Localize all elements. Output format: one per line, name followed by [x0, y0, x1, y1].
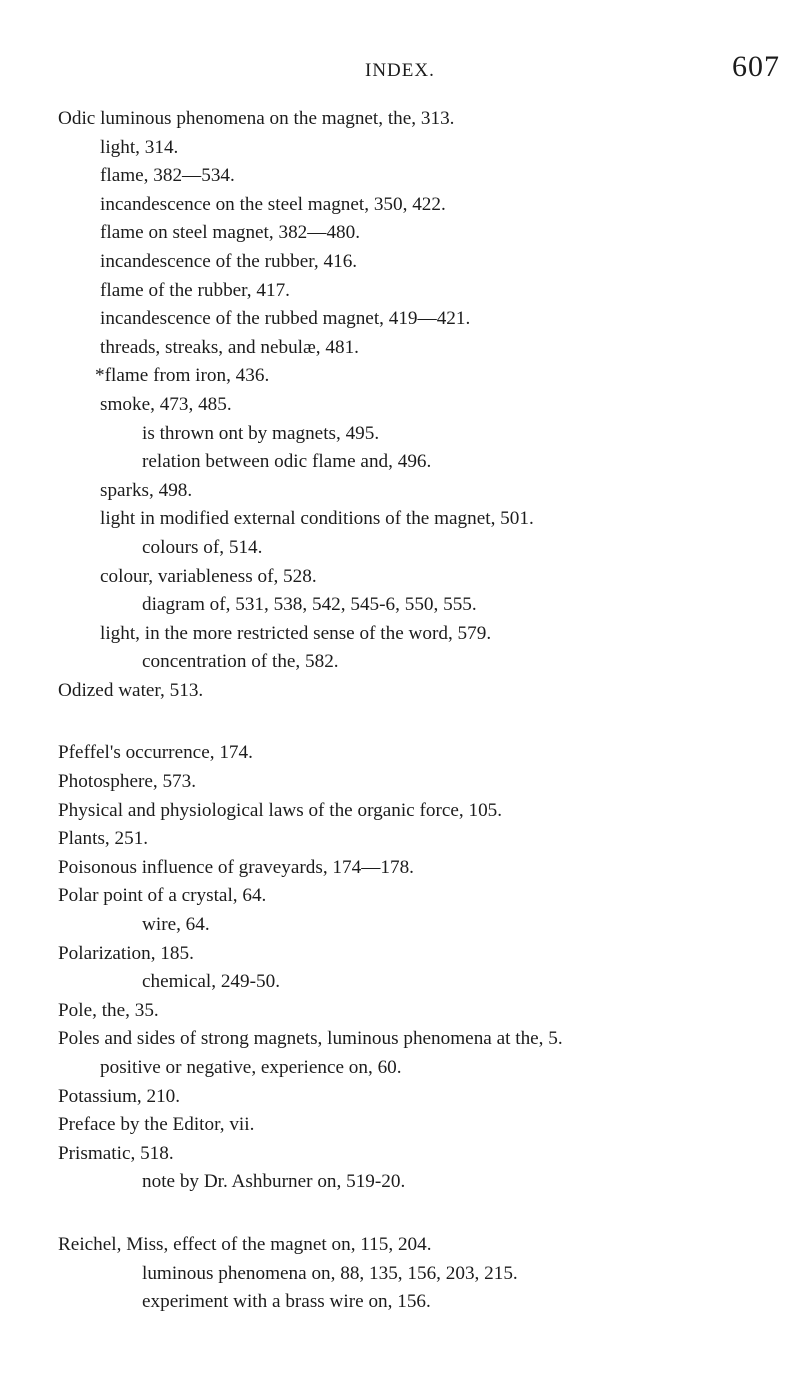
index-entry: Odic luminous phenomena on the magnet, the, 313.: [58, 108, 455, 129]
index-subsubentry: relation between odic flame and, 496.: [142, 451, 432, 473]
index-subsubentry: chemical, 249-50.: [142, 971, 280, 993]
index-subentry: incandescence on the steel magnet, 350, 422.: [100, 193, 446, 215]
index-subentry: *flame from iron, 436.: [95, 365, 270, 387]
index-subsubentry: note by Dr. Ashburner on, 519-20.: [142, 1171, 406, 1193]
index-entry: Prismatic, 518.: [58, 1142, 174, 1164]
index-subentry: light in modified external conditions of the magnet, 501.: [100, 508, 534, 530]
index-entry: Plants, 251.: [58, 828, 149, 850]
index-subentry: threads, streaks, and nebulæ, 481.: [100, 336, 359, 358]
index-subentry: flame on steel magnet, 382—480.: [100, 222, 361, 244]
index-entry: Potassium, 210.: [58, 1085, 181, 1107]
index-entry: Photosphere, 573.: [58, 771, 197, 793]
index-subentry: incandescence of the rubber, 416.: [100, 250, 358, 272]
index-subentry: flame of the rubber, 417.: [100, 279, 290, 301]
page-number: 607: [732, 50, 780, 83]
index-subsubentry: experiment with a brass wire on, 156.: [142, 1291, 431, 1313]
index-subsubentry: is thrown ont by magnets, 495.: [142, 422, 380, 444]
index-subentry: positive or negative, experience on, 60.: [100, 1057, 402, 1078]
index-subentry: sparks, 498.: [100, 479, 193, 501]
index-entry: Poisonous influence of graveyards, 174—178.: [58, 856, 414, 878]
index-entry: Polar point of a crystal, 64.: [58, 885, 267, 907]
index-subentry: colour, variableness of, 528.: [100, 565, 317, 587]
index-entry: Polarization, 185.: [58, 942, 194, 964]
index-subsubentry: luminous phenomena on, 88, 135, 156, 203, 215.: [142, 1262, 518, 1284]
index-subsubentry: wire, 64.: [142, 914, 210, 936]
index-subentry: light, 314.: [100, 136, 179, 158]
running-head-title: INDEX.: [365, 60, 435, 81]
index-entry: Odized water, 513.: [58, 679, 204, 701]
index-entry: Reichel, Miss, effect of the magnet on, 115, 204.: [58, 1233, 432, 1255]
index-entry: Pfeffel's occurrence, 174.: [58, 742, 253, 764]
index-subentry: light, in the more restricted sense of the word, 579.: [100, 622, 492, 644]
index-entry: Preface by the Editor, vii.: [58, 1114, 255, 1136]
section-gap: [58, 1197, 798, 1231]
index-entry: Physical and physiological laws of the organic force, 105.: [58, 799, 503, 821]
index-subentry: smoke, 473, 485.: [100, 393, 232, 415]
index-subsubentry: diagram of, 531, 538, 542, 545-6, 550, 555.: [142, 594, 477, 616]
running-head: [0, 50, 800, 90]
index-entries: [58, 105, 798, 1317]
index-entry: Poles and sides of strong magnets, luminous phenomena at the, 5.: [58, 1028, 563, 1050]
index-subentry: flame, 382—534.: [100, 165, 235, 187]
index-subsubentry: colours of, 514.: [142, 536, 263, 558]
index-entry: Pole, the, 35.: [58, 999, 159, 1021]
section-gap: [58, 705, 798, 739]
index-subsubentry: concentration of the, 582.: [142, 651, 339, 673]
index-subentry: incandescence of the rubbed magnet, 419—421.: [100, 308, 471, 330]
